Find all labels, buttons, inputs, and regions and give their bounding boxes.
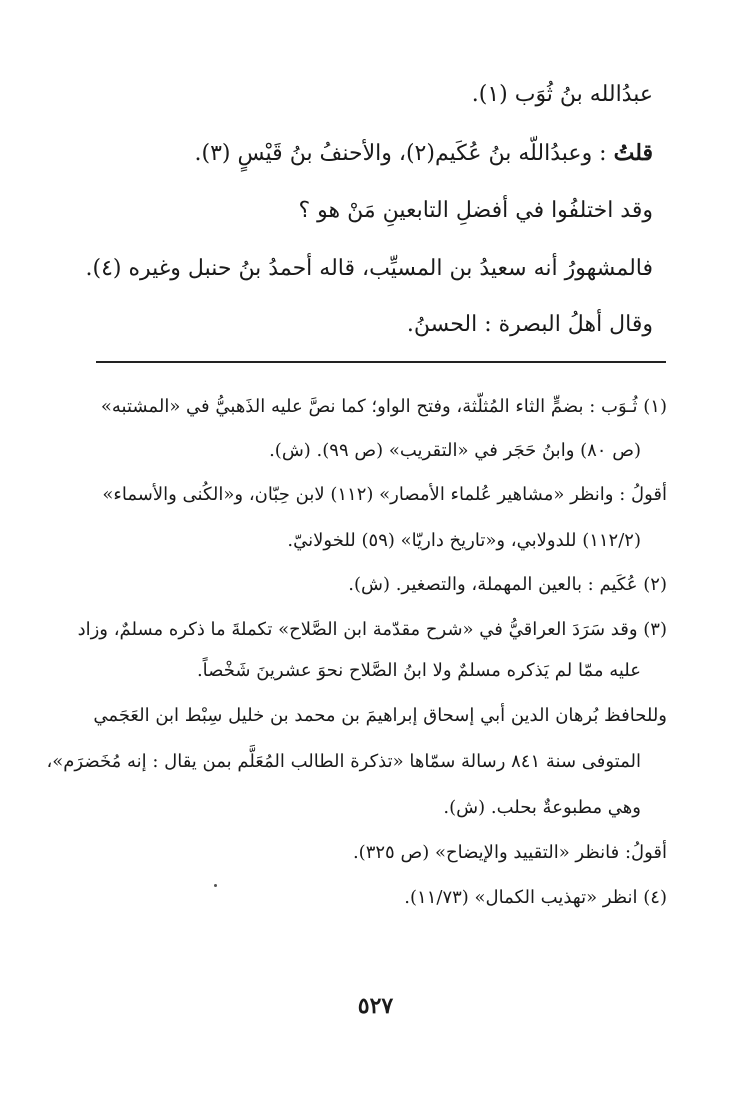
main-line-3: وقد اختلفُوا في أفضلِ التابعينِ مَنْ هو ؟	[298, 198, 653, 223]
page-number: ٥٢٧	[357, 993, 394, 1019]
footnote-3-line-6: أقولُ: فانظر «التقييد والإيضاح» (ص ٣٢٥).	[352, 842, 667, 863]
main-line-1: عبدُالله بنُ ثُوَب (١).	[471, 82, 653, 107]
stray-dot	[214, 884, 217, 887]
main-line-2	[195, 140, 653, 166]
footnote-1-line-1: (١) ثُـوَب : بضمٍّ الثاء المُثلّثة، وفتح الواو؛ كما نصَّ عليه الذَهبيُّ في «المشتبه»	[100, 396, 667, 417]
footnote-3-line-5: وهي مطبوعةٌ بحلب. (ش).	[443, 797, 641, 818]
qultu-word: قلتُ	[613, 140, 653, 166]
main-line-5: وقال أهلُ البصرة : الحسنُ.	[406, 312, 653, 337]
main-line-2-text: : وعبدُاللّه بنُ عُكَيم(٢)، والأحنفُ بنُ قَيْسٍ (٣).	[194, 141, 614, 166]
footnote-3-line-1: (٣) وقد سَرَدَ العراقيُّ في «شرح مقدّمة ابن الصَّلاح» تكملةَ ما ذكره مسلمٌ، وزاد	[77, 619, 667, 640]
footnote-3-line-3: وللحافظ بُرهان الدين أبي إسحاق إبراهيمَ بن محمد بن خليل سِبْط ابن العَجَمي	[93, 705, 667, 726]
main-line-4: فالمشهورُ أنه سعيدُ بن المسيِّب، قاله أحمدُ بنُ حنبل وغيره (٤).	[85, 256, 653, 281]
footnote-1-line-3: أقولُ : وانظر «مشاهير عُلماء الأمصار» (١١٢) لابن حِبّان، و«الكُنى والأسماء»	[102, 484, 667, 505]
footnote-3-line-2: عليه ممّا لم يَذكره مسلمٌ ولا ابنُ الصَّلاح نحوَ عشرينَ شَخْصاً.	[196, 660, 641, 681]
footnote-1-line-2: (ص ٨٠) وابنُ حَجَر في «التقريب» (ص ٩٩). (ش).	[269, 440, 641, 461]
footnote-1-line-4: (١١٢/٢) للدولابي، و«تاريخ داريّا» (٥٩) للخولانيّ.	[287, 530, 641, 551]
footnote-3-line-4: المتوفى سنة ٨٤١ رسالة سمّاها «تذكرة الطالب المُعَلَّم بمن يقال : إنه مُخَضرَم»،	[46, 751, 641, 772]
footnote-2: (٢) عُكَيم : بالعين المهملة، والتصغير. (ش).	[348, 574, 667, 595]
footnote-4: (٤) انظر «تهذيب الكمال» (١١/٧٣).	[404, 887, 667, 908]
footnote-separator	[96, 361, 666, 363]
